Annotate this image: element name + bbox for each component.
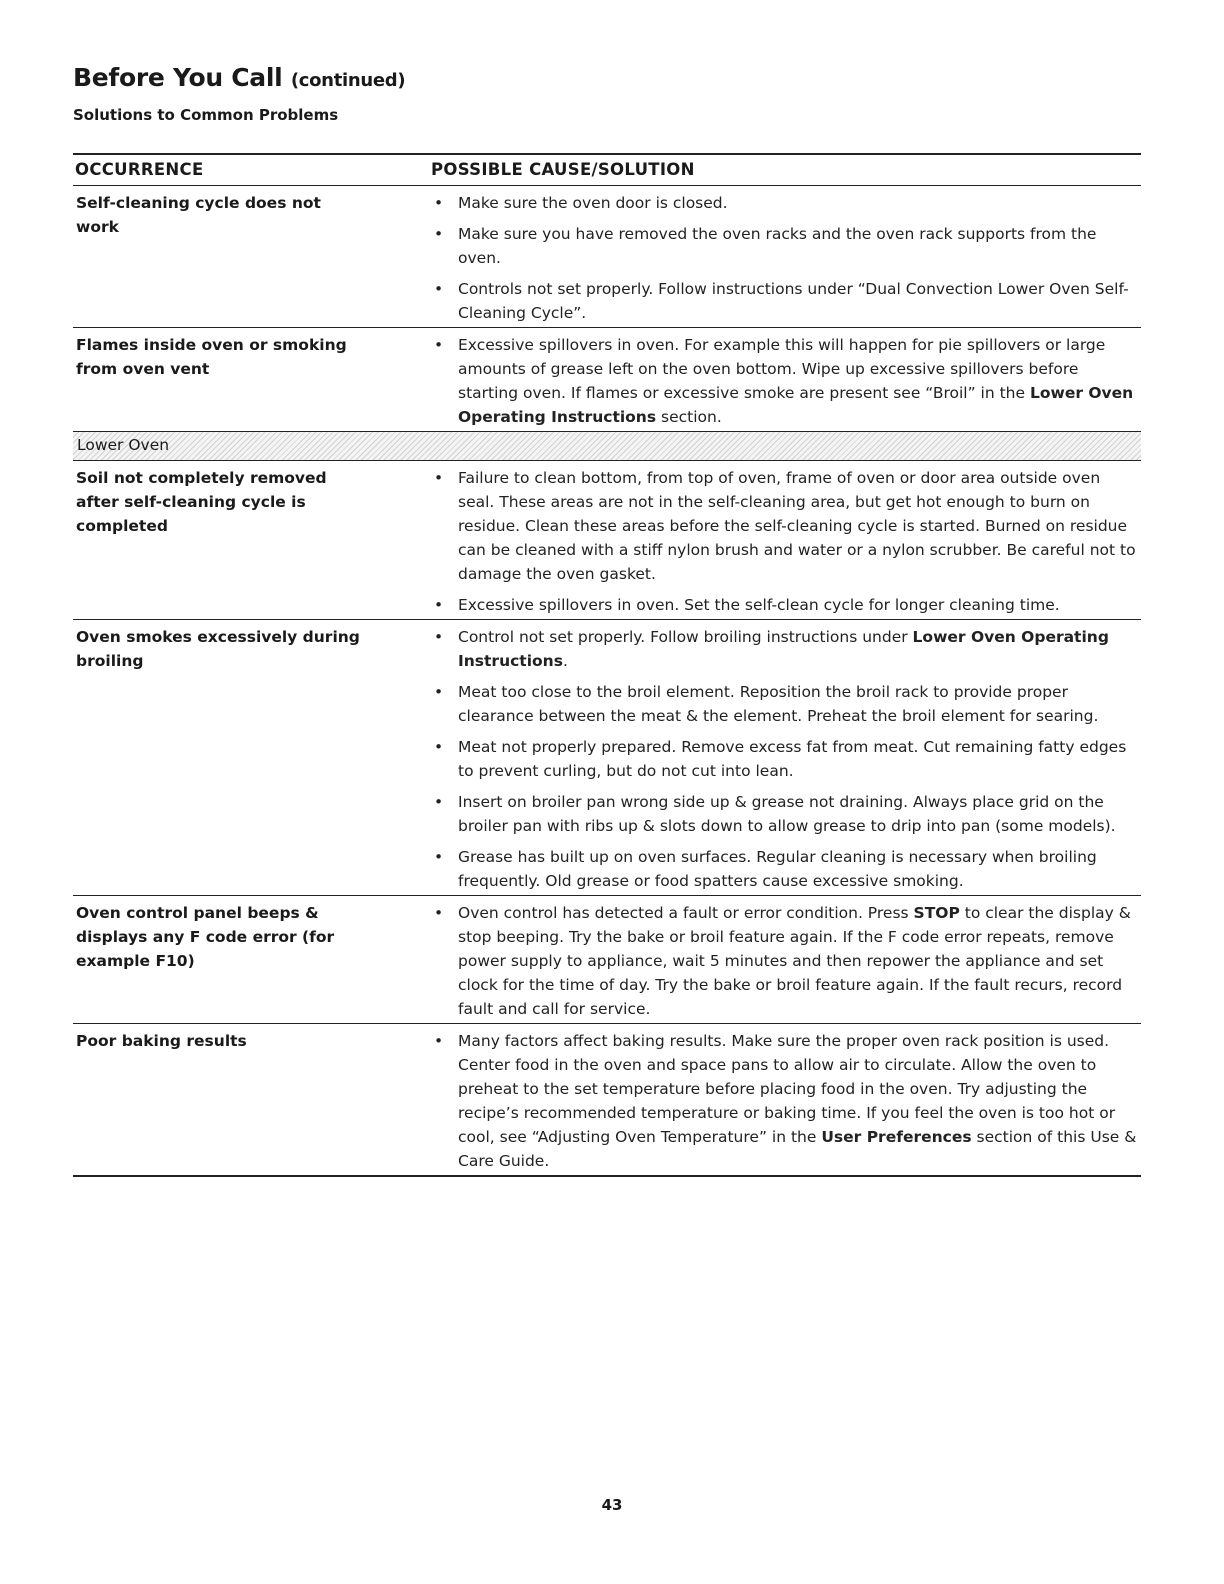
solution-text: Grease has built up on oven surfaces. Regular cleaning is necessary when broiling frequently. Old grease or food spatters cause excessive smoking. xyxy=(458,848,1097,890)
solution-list xyxy=(429,901,1141,1021)
solution-text-bold: User Preferences xyxy=(821,1128,972,1146)
solution-text: Make sure you have removed the oven racks and the oven rack supports from the oven. xyxy=(458,225,1097,267)
occurrence-cell: Flames inside oven or smoking from oven vent xyxy=(73,328,429,432)
solution-list xyxy=(429,333,1141,429)
solution-cell xyxy=(429,461,1141,620)
solution-text: Controls not set properly. Follow instructions under “Dual Convection Lower Oven Self-Cleaning Cycle”. xyxy=(458,280,1129,322)
bullet: • xyxy=(434,793,444,811)
table-row xyxy=(73,896,1141,1024)
solution-item xyxy=(429,593,1141,617)
solution-text-after: section of this Use & Care Guide. xyxy=(458,1128,1137,1170)
column-header-occurrence: OCCURRENCE xyxy=(73,154,429,186)
bullet: • xyxy=(434,628,444,646)
solution-text: Failure to clean bottom, from top of oven, frame of oven or door area outside oven seal. These areas are not in the self-cleaning area, but get hot enough to burn on residue. Clean these areas before the self-cleaning cycle is started. Burned on residue can be cleaned with a stiff nylon brush and water or a nylon scrubber. Be careful not to damage the oven gasket. xyxy=(458,469,1136,583)
table-row xyxy=(73,328,1141,432)
bullet: • xyxy=(434,904,444,922)
solution-item xyxy=(429,901,1141,1021)
bullet: • xyxy=(434,738,444,756)
solution-text-bold: Lower Oven Operating Instructions xyxy=(458,384,1134,426)
page-title xyxy=(73,63,405,92)
solution-list xyxy=(429,466,1141,617)
table-row xyxy=(73,620,1141,896)
occurrence-cell: Oven smokes excessively during broiling xyxy=(73,620,429,896)
solution-text: Meat not properly prepared. Remove excess fat from meat. Cut remaining fatty edges to prevent curling, but do not cut into lean. xyxy=(458,738,1127,780)
solution-item xyxy=(429,222,1141,270)
solution-cell xyxy=(429,186,1141,328)
solution-list xyxy=(429,191,1141,325)
solution-list xyxy=(429,625,1141,893)
solution-text: Insert on broiler pan wrong side up & grease not draining. Always place grid on the broiler pan with ribs up & slots down to allow grease to drip into pan (some models). xyxy=(458,793,1116,835)
solution-item xyxy=(429,1029,1141,1173)
solution-text-bold: Lower Oven Operating Instructions xyxy=(458,628,1109,670)
solution-item xyxy=(429,625,1141,673)
solution-item xyxy=(429,735,1141,783)
occurrence-cell: Soil not completely removed after self-cleaning cycle is completed xyxy=(73,461,429,620)
bullet: • xyxy=(434,683,444,701)
bullet: • xyxy=(434,596,444,614)
solution-item xyxy=(429,845,1141,893)
solution-text-after: to clear the display & stop beeping. Try the bake or broil feature again. If the F code error repeats, remove power supply to appliance, wait 5 minutes and then repower the appliance and set clock for the time of day. Try the bake or broil feature again. If the fault recurs, record fault and call for service. xyxy=(458,904,1131,1018)
solution-item xyxy=(429,277,1141,325)
table-row xyxy=(73,1024,1141,1177)
occurrence-cell: Poor baking results xyxy=(73,1024,429,1177)
bullet: • xyxy=(434,194,444,212)
solution-text-bold: STOP xyxy=(913,904,960,922)
bullet: • xyxy=(434,225,444,243)
section-header-cell xyxy=(73,432,1141,461)
troubleshooting-table xyxy=(73,153,1141,1177)
solution-text: Oven control has detected a fault or error condition. Press xyxy=(458,904,914,922)
bullet: • xyxy=(434,1032,444,1050)
solution-text: Excessive spillovers in oven. Set the self-clean cycle for longer cleaning time. xyxy=(458,596,1060,614)
bullet: • xyxy=(434,336,444,354)
solution-text: Make sure the oven door is closed. xyxy=(458,194,728,212)
solution-cell xyxy=(429,1024,1141,1177)
solution-text: Control not set properly. Follow broiling instructions under xyxy=(458,628,913,646)
solution-text: Many factors affect baking results. Make sure the proper oven rack position is used. Center food in the oven and space pans to allow air to circulate. Allow the oven to preheat to the set temperature before placing food in the oven. Try adjusting the recipe’s recommended temperature or baking time. If you feel the oven is too hot or cool, see “Adjusting Oven Temperature” in the xyxy=(458,1032,1116,1146)
solution-list xyxy=(429,1029,1141,1173)
solution-cell xyxy=(429,328,1141,432)
solution-text: Excessive spillovers in oven. For example this will happen for pie spillovers or large amounts of grease left on the oven bottom. Wipe up excessive spillovers before starting oven. If flames or excessive smoke are present see “Broil” in the xyxy=(458,336,1106,402)
section-header-row xyxy=(73,432,1141,461)
table-header-row xyxy=(73,154,1141,186)
solution-text-after: . xyxy=(562,652,568,670)
occurrence-cell: Self-cleaning cycle does not work xyxy=(73,186,429,328)
page-title-text: Before You Call xyxy=(73,63,283,92)
solution-text-after: section. xyxy=(656,408,722,426)
table-row xyxy=(73,186,1141,328)
column-header-solution: POSSIBLE CAUSE/SOLUTION xyxy=(429,154,1141,186)
page-number: 43 xyxy=(601,1496,623,1514)
bullet: • xyxy=(434,848,444,866)
table-row xyxy=(73,461,1141,620)
bullet: • xyxy=(434,280,444,298)
solution-item xyxy=(429,191,1141,215)
solution-item xyxy=(429,333,1141,429)
occurrence-cell: Oven control panel beeps & displays any F code error (for example F10) xyxy=(73,896,429,1024)
solution-item xyxy=(429,790,1141,838)
solution-item xyxy=(429,466,1141,586)
solution-text: Meat too close to the broil element. Reposition the broil rack to provide proper clearance between the meat & the element. Preheat the broil element for searing. xyxy=(458,683,1099,725)
bullet: • xyxy=(434,469,444,487)
page-title-suffix: (continued) xyxy=(290,70,406,91)
solution-cell xyxy=(429,620,1141,896)
solution-item xyxy=(429,680,1141,728)
section-label-lower-oven: Lower Oven xyxy=(77,436,170,454)
solution-cell xyxy=(429,896,1141,1024)
page-subtitle: Solutions to Common Problems xyxy=(73,106,339,124)
